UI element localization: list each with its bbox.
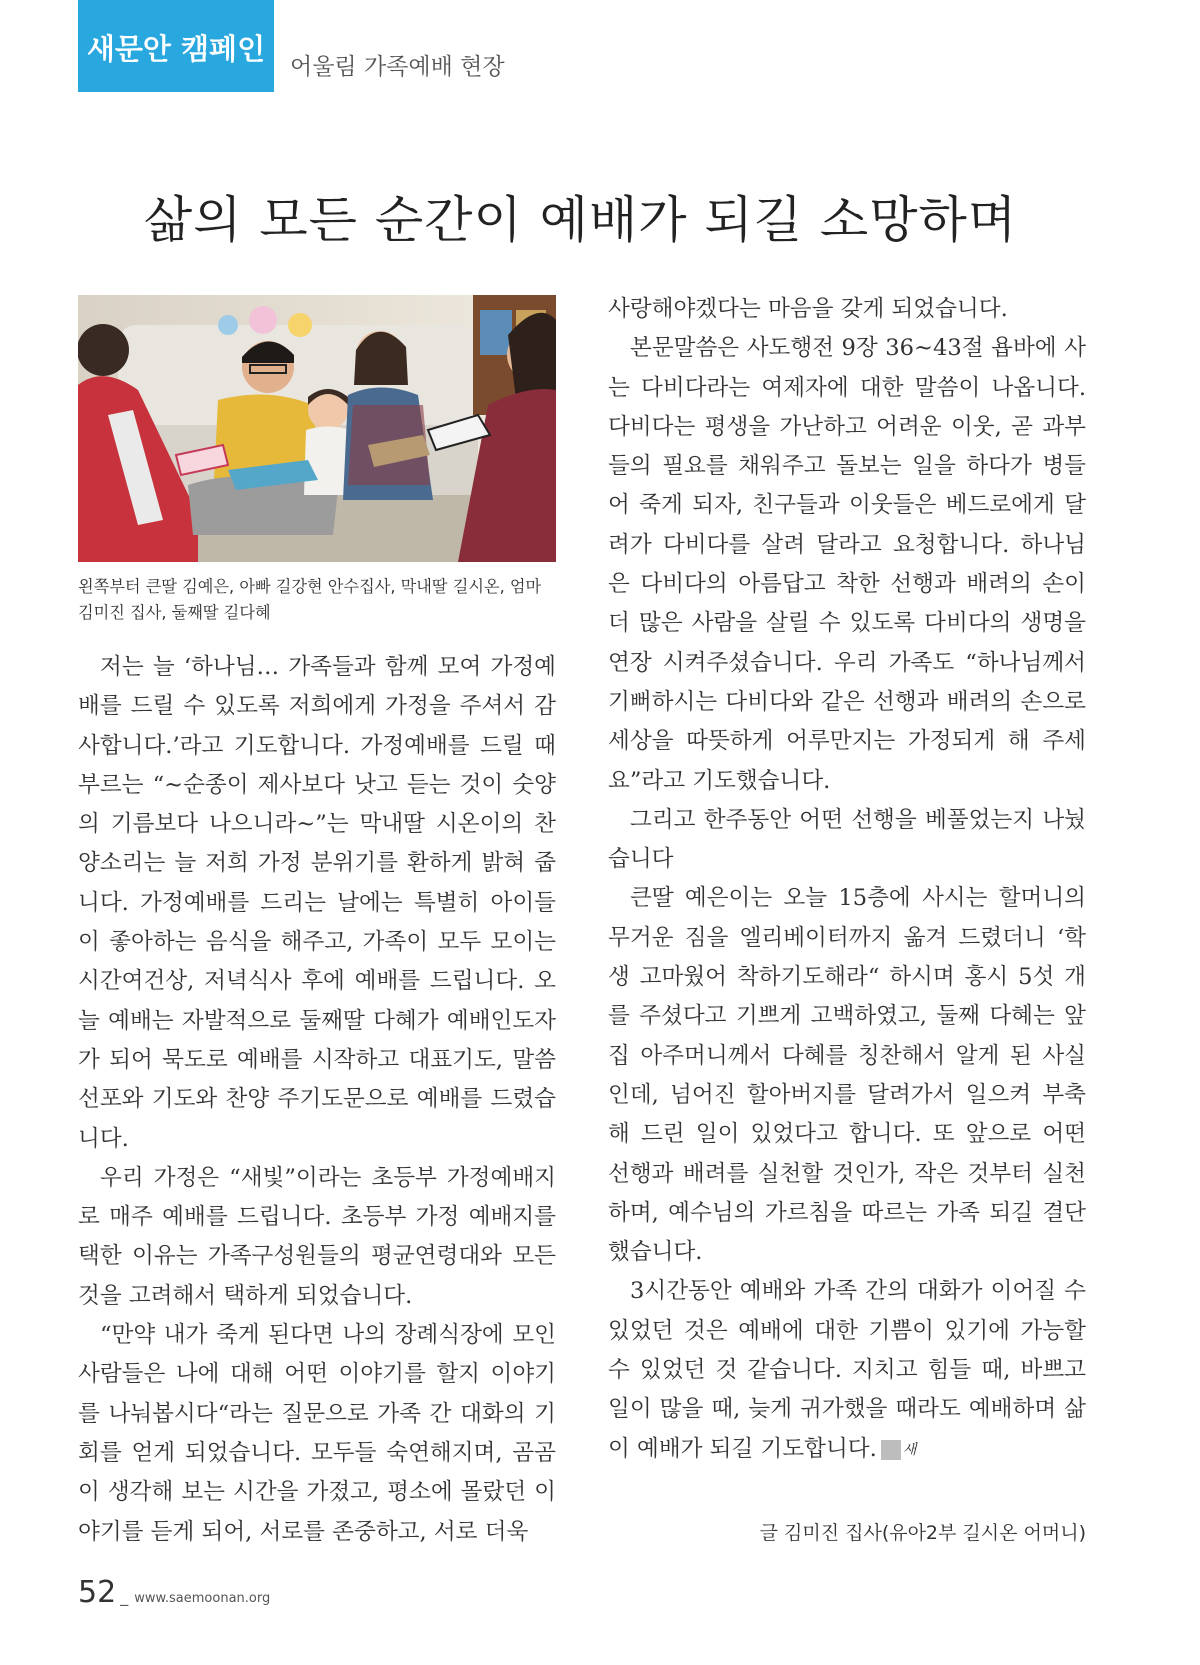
paragraph-text: 3시간동안 예배와 가족 간의 대화가 이어질 수 있었던 것은 예배에 대한 기쁨이 있기에 가능할 수 있었던 것 같습니다. 지치고 힘들 때, 바쁘고 일이 많을 때, 늦게 귀가했을 때라도 예배하며 삶이 예배가 되길 기도합니다. [608, 1278, 1086, 1462]
author-byline: 글 김미진 집사(유아2부 길시온 어머니) [759, 1522, 1086, 1544]
paragraph: “만약 내가 죽게 된다면 나의 장례식장에 모인 사람들은 나에 대해 어떤 이야기를 할지 이야기를 나눠봅시다“라는 질문으로 가족 간 대화의 기회를 얻게 되었습니다. 모두들 숙연해지며, 곰곰이 생각해 보는 시간을 가졌고, 평소에 몰랐던 이야기를 듣게 되어, 서로를 존중하고, 서로 더욱 [78, 1322, 556, 1545]
footer-separator: _ [120, 1587, 129, 1606]
campaign-label: 새문안 캠페인 [78, 0, 274, 92]
end-mark-icon: 새 [881, 1440, 901, 1460]
caption-line-2: 김미진 집사, 둘째딸 길다혜 [78, 603, 271, 622]
paragraph [608, 1272, 1086, 1468]
caption-line-1: 왼쪽부터 큰딸 김예은, 아빠 길강현 안수집사, 막내딸 길시온, 엄마 [78, 577, 542, 596]
left-column [78, 648, 556, 1552]
paragraph: 그리고 한주동안 어떤 선행을 베풀었는지 나눴습니다 [608, 806, 1086, 873]
photo-caption [78, 574, 556, 626]
page-footer [78, 1575, 270, 1610]
section-subtitle: 어울림 가족예배 현장 [290, 54, 505, 80]
article-title: 삶의 모든 순간이 예배가 되길 소망하며 [143, 191, 1018, 249]
page-number: 52 [78, 1575, 117, 1610]
paragraph: 본문말씀은 사도행전 9장 36~43절 욥바에 사는 다비다라는 여제자에 대한 말씀이 나옵니다. 다비다는 평생을 가난하고 어려운 이웃, 곧 과부들의 필요를 채워주고 돌보는 일을 하다가 병들어 죽게 되자, 친구들과 이웃들은 베드로에게 달려가 다비다를 살려 달라고 요청합니다. 하나님은 다비다의 아름답고 착한 선행과 배려의 손이 더 많은 사람을 살릴 수 있도록 다비다의 생명을 연장 시켜주셨습니다. 우리 가족도 “하나님께서 기뻐하시는 다비다와 같은 선행과 배려의 손으로 세상을 따뜻하게 어루만지는 가정되게 해 주세요”라고 기도했습니다. [608, 335, 1086, 794]
right-column [608, 290, 1086, 1469]
website-link[interactable]: www.saemoonan.org [134, 1591, 271, 1606]
paragraph: 우리 가정은 “새빛”이라는 초등부 가정예배지로 매주 예배를 드립니다. 초등부 가정 예배지를 택한 이유는 가족구성원들의 평균연령대와 모든 것을 고려해서 택하게 되었습니다. [78, 1164, 556, 1309]
paragraph: 사랑해야겠다는 마음을 갖게 되었습니다. [608, 296, 1008, 322]
paragraph: 저는 늘 ‘하나님… 가족들과 함께 모여 가정예배를 드릴 수 있도록 저희에게 가정을 주셔서 감사합니다.’라고 기도합니다. 가정예배를 드릴 때 부르는 “~순종이 제사보다 낫고 듣는 것이 숫양의 기름보다 나으니라~”는 막내딸 시온이의 찬양소리는 늘 저희 가정 분위기를 환하게 밝혀 줍니다. 가정예배를 드리는 날에는 특별히 아이들이 좋아하는 음식을 해주고, 가족이 모두 모이는 시간여건상, 저녁식사 후에 예배를 드립니다. 오늘 예배는 자발적으로 둘째딸 다혜가 예배인도자가 되어 묵도로 예배를 시작하고 대표기도, 말씀선포와 기도와 찬양 주기도문으로 예배를 드렸습니다. [78, 654, 556, 1152]
family-worship-photo [78, 295, 556, 562]
paragraph: 큰딸 예은이는 오늘 15층에 사시는 할머니의 무거운 짐을 엘리베이터까지 옮겨 드렸더니 ‘학생 고마웠어 착하기도해라“ 하시며 홍시 5섯 개를 주셨다고 기쁘게 고백하였고, 둘째 다혜는 앞집 아주머니께서 다혜를 칭찬해서 알게 된 사실인데, 넘어진 할아버지를 달려가서 일으켜 부축해 드린 일이 있었다고 합니다. 또 앞으로 어떤 선행과 배려를 실천할 것인가, 작은 것부터 실천하며, 예수님의 가르침을 따르는 가족 되길 결단했습니다. [608, 885, 1086, 1266]
